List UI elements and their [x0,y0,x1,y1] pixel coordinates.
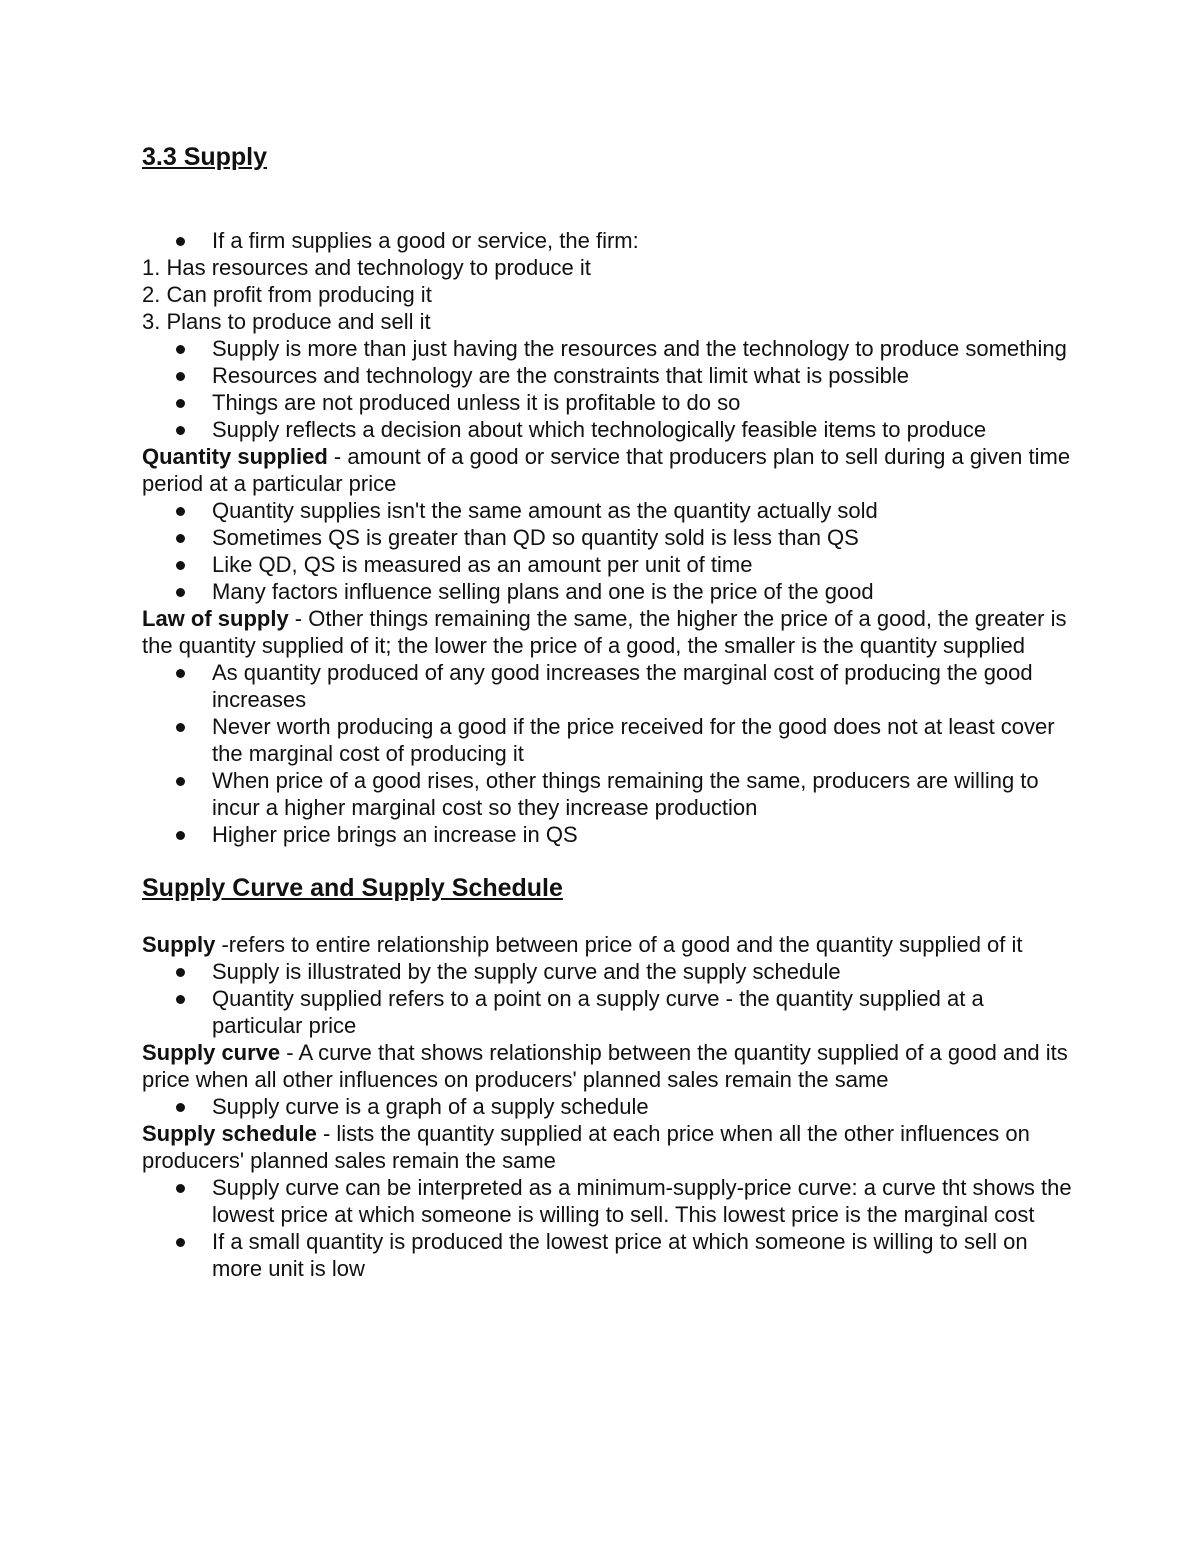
bullet-item: If a firm supplies a good or service, the firm: [142,227,1072,254]
quantity-supplied-bullet-list [142,497,1072,605]
definition-text: - A curve that shows relationship between the quantity supplied of a good and its price when all other influences on producers' planned sales remain the same [142,1040,1068,1092]
bullet-item: Many factors influence selling plans and one is the price of the good [142,578,1072,605]
term-supply-curve: Supply curve [142,1040,281,1065]
definition-supply-schedule [142,1120,1072,1174]
document-page [142,140,1072,1282]
section-title-supply: 3.3 Supply [142,143,268,171]
definition-supply-curve [142,1039,1072,1093]
term-law-of-supply: Law of supply [142,606,289,631]
bullet-item: Supply is illustrated by the supply curve and the supply schedule [142,958,1072,985]
numbered-list [142,254,1072,335]
bullet-item: Quantity supplied refers to a point on a supply curve - the quantity supplied at a particular price [142,985,1072,1039]
numbered-item: 2. Can profit from producing it [142,282,432,307]
term-supply-schedule: Supply schedule [142,1121,317,1146]
law-of-supply-bullet-list [142,659,1072,848]
bullet-item: When price of a good rises, other things remaining the same, producers are willing to incur a higher marginal cost so they increase production [142,767,1072,821]
definition-supply [142,931,1072,958]
numbered-item: 3. Plans to produce and sell it [142,309,431,334]
bullet-item: Supply is more than just having the resources and the technology to produce something [142,335,1072,362]
bullet-item: Sometimes QS is greater than QD so quantity sold is less than QS [142,524,1072,551]
definition-law-of-supply [142,605,1072,659]
bullet-item: Things are not produced unless it is profitable to do so [142,389,1072,416]
definition-text: -refers to entire relationship between price of a good and the quantity supplied of it [215,932,1023,957]
bullet-item: Like QD, QS is measured as an amount per unit of time [142,551,1072,578]
definition-text: - lists the quantity supplied at each price when all the other influences on producers' planned sales remain the same [142,1121,1030,1173]
supply-curve-bullet-list [142,1093,1072,1120]
bullet-item: Supply reflects a decision about which technologically feasible items to produce [142,416,1072,443]
term-quantity-supplied: Quantity supplied [142,444,328,469]
definition-text: - Other things remaining the same, the higher the price of a good, the greater is the quantity supplied of it; the lower the price of a good, the smaller is the quantity supplied [142,606,1067,658]
definition-quantity-supplied [142,443,1072,497]
definition-text: - amount of a good or service that producers plan to sell during a given time period at a particular price [142,444,1071,496]
bullet-item: Quantity supplies isn't the same amount as the quantity actually sold [142,497,1072,524]
supply-schedule-bullet-list [142,1174,1072,1282]
bullet-item: Never worth producing a good if the price received for the good does not at least cover the marginal cost of producing it [142,713,1072,767]
intro-bullet-list [142,227,1072,254]
bullet-item: Supply curve is a graph of a supply schedule [142,1093,1072,1120]
bullet-item: As quantity produced of any good increases the marginal cost of producing the good increases [142,659,1072,713]
section-title-supply-curve-schedule: Supply Curve and Supply Schedule [142,874,563,902]
bullet-item: Higher price brings an increase in QS [142,821,1072,848]
supply-definition-bullet-list [142,958,1072,1039]
bullet-item: Supply curve can be interpreted as a minimum-supply-price curve: a curve tht shows the lowest price at which someone is willing to sell. This lowest price is the marginal cost [142,1174,1072,1228]
bullet-item: If a small quantity is produced the lowest price at which someone is willing to sell on more unit is low [142,1228,1072,1282]
numbered-item: 1. Has resources and technology to produce it [142,255,591,280]
supply-bullet-list [142,335,1072,443]
term-supply: Supply [142,932,216,957]
bullet-item: Resources and technology are the constraints that limit what is possible [142,362,1072,389]
